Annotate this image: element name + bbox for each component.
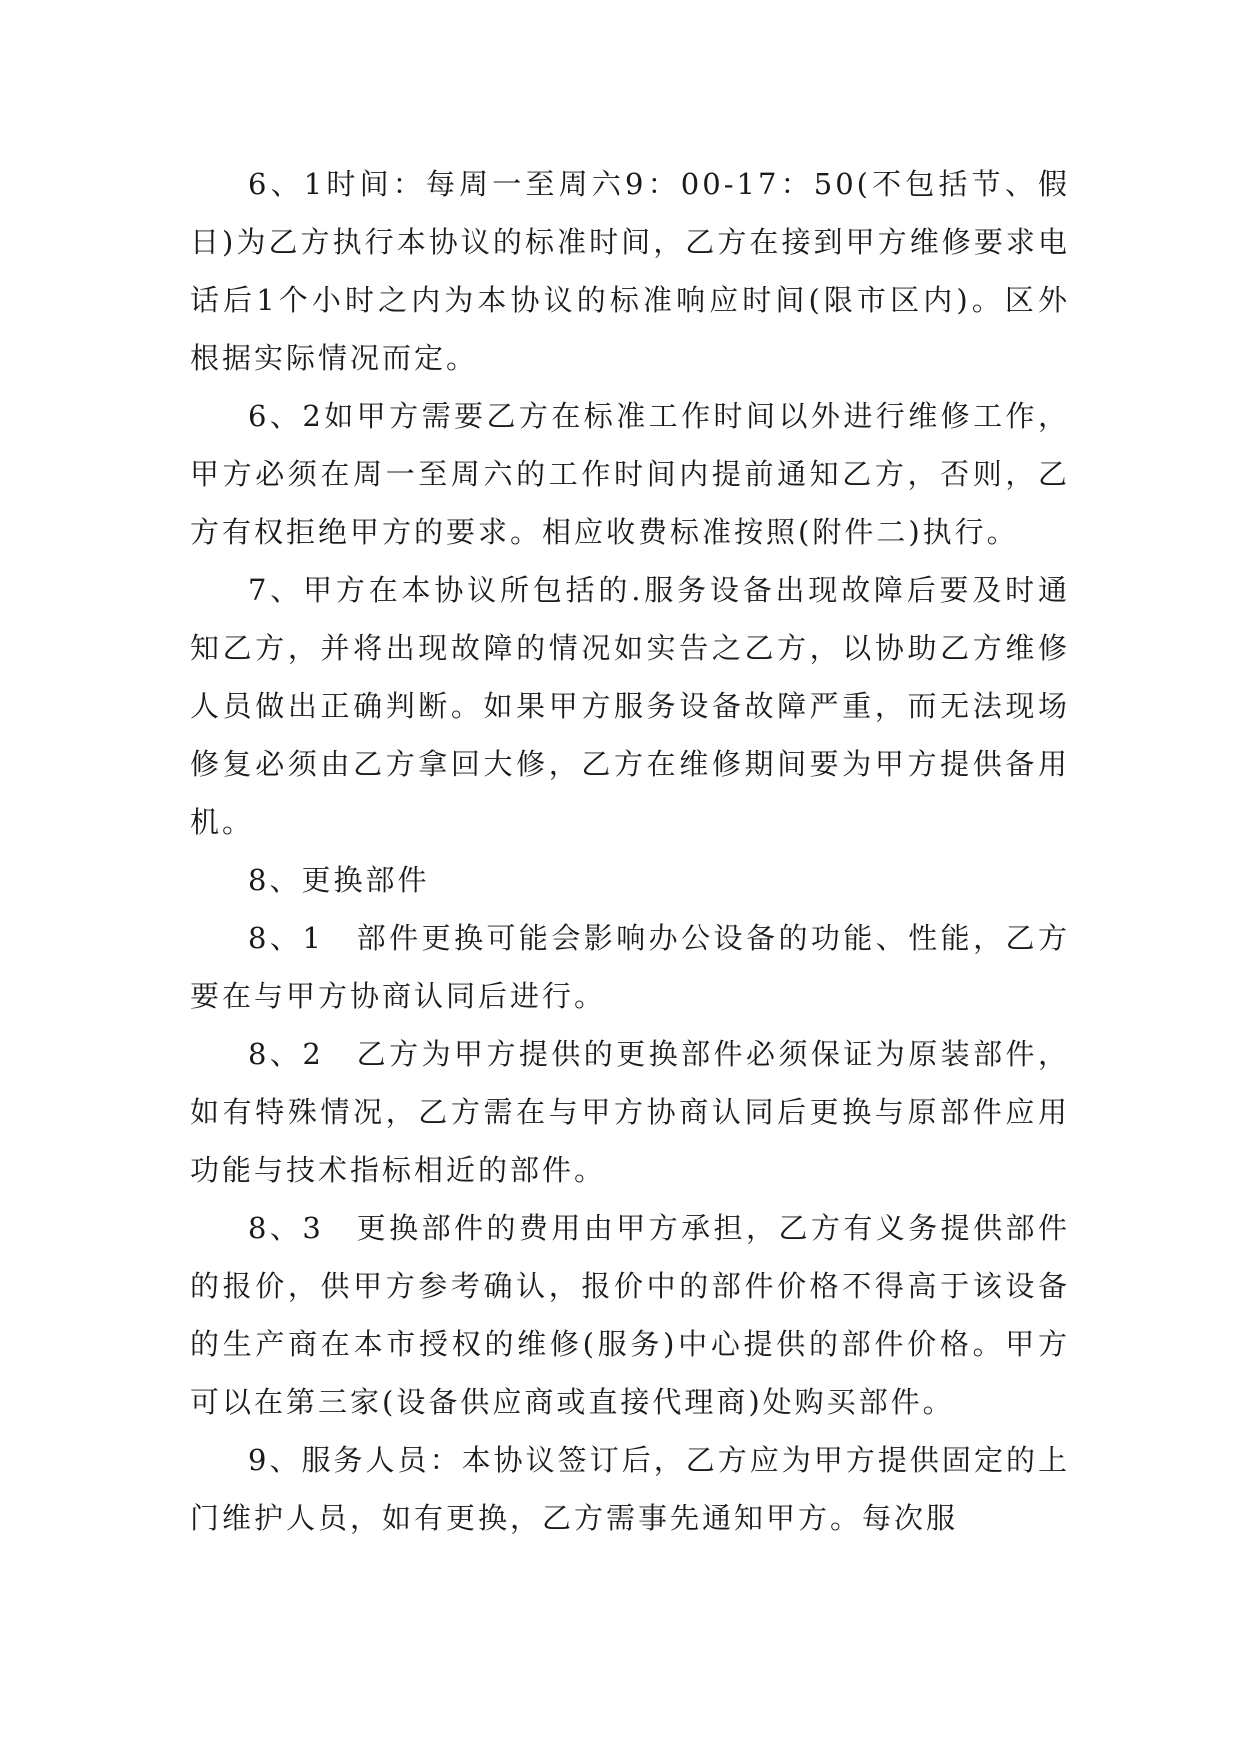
paragraph-6-2: 6、2如甲方需要乙方在标准工作时间以外进行维修工作，甲方必须在周一至周六的工作时间内提前通知乙方，否则，乙方有权拒绝甲方的要求。相应收费标准按照(附件二)执行。: [190, 399, 1070, 549]
paragraph-7: 7、甲方在本协议所包括的.服务设备出现故障后要及时通知乙方，并将出现故障的情况如实告之乙方，以协助乙方维修人员做出正确判断。如果甲方服务设备故障严重，而无法现场修复必须由乙方拿回大修，乙方在维修期间要为甲方提供备用机。: [190, 573, 1070, 839]
paragraph-8-2: 8、2 乙方为甲方提供的更换部件必须保证为原装部件，如有特殊情况，乙方需在与甲方协商认同后更换与原部件应用功能与技术指标相近的部件。: [190, 1037, 1070, 1187]
paragraph-8-heading: 8、更换部件: [248, 863, 430, 897]
document-body: [190, 155, 1070, 1547]
paragraph-8-1: 8、1 部件更换可能会影响办公设备的功能、性能，乙方要在与甲方协商认同后进行。: [190, 921, 1070, 1013]
paragraph-8-3: 8、3 更换部件的费用由甲方承担，乙方有义务提供部件的报价，供甲方参考确认，报价中的部件价格不得高于该设备的生产商在本市授权的维修(服务)中心提供的部件价格。甲方可以在第三家(设备供应商或直接代理商)处购买部件。: [190, 1211, 1070, 1419]
paragraph-6-1: 6、1时间：每周一至周六9：00-17：50(不包括节、假日)为乙方执行本协议的标准时间，乙方在接到甲方维修要求电话后1个小时之内为本协议的标准响应时间(限市区内)。区外根据实际情况而定。: [190, 167, 1070, 375]
paragraph-9: 9、服务人员：本协议签订后，乙方应为甲方提供固定的上门维护人员，如有更换，乙方需事先通知甲方。每次服: [190, 1443, 1070, 1535]
